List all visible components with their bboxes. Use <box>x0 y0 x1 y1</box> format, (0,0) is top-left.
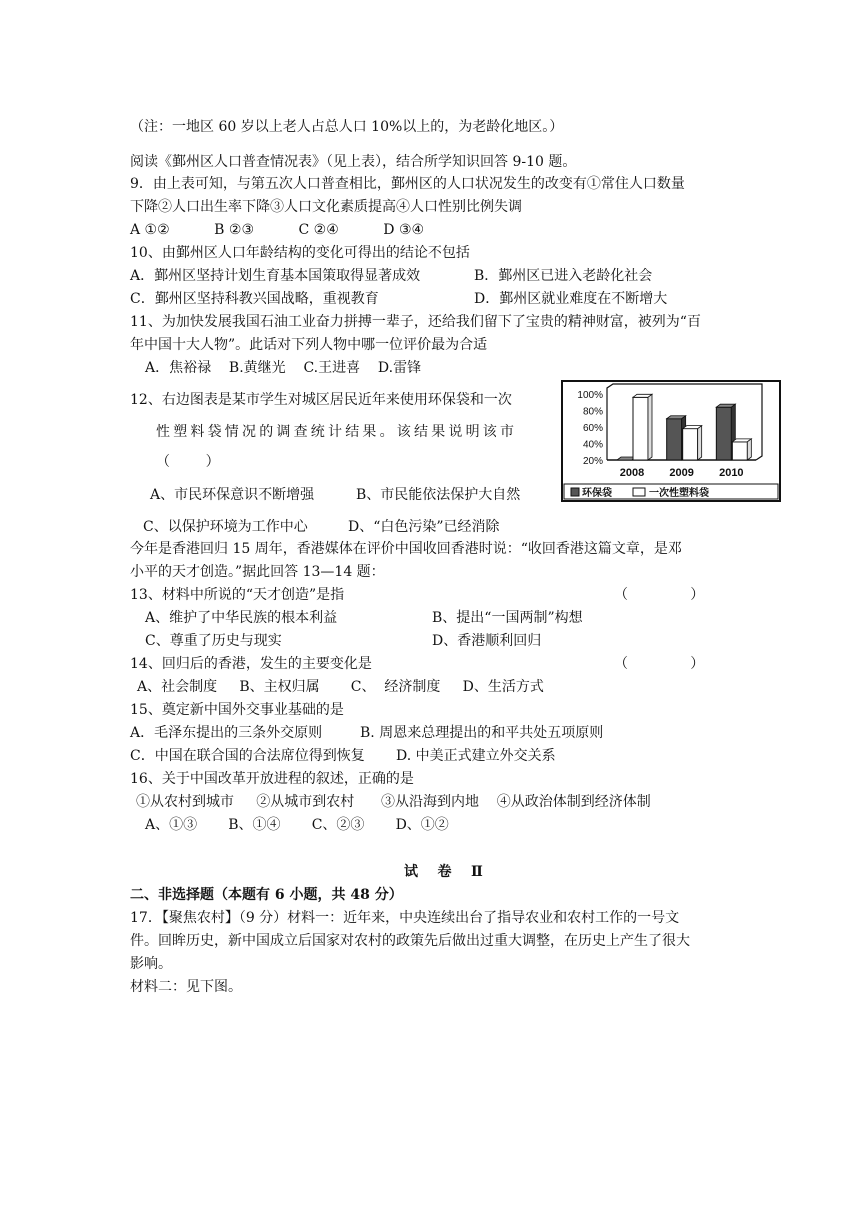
q16-items: ①从农村到城市 ②从城市到农村 ③从沿海到内地 ④从政治体制到经济体制 <box>136 794 651 810</box>
q11-line1: 11、为加快发展我国石油工业奋力拼搏一辈子，还给我们留下了宝贵的精神财富，被列为“百 <box>130 314 701 330</box>
q14-answer-paren: （ ） <box>614 656 705 672</box>
q13-answer-paren: （ ） <box>614 587 705 603</box>
x-tick-label: 2009 <box>669 467 694 479</box>
q17-line1: 17．【聚焦农村】（9 分）材料一：近年来，中央连续出台了指导农业和农村工作的一号文 <box>130 910 680 926</box>
q13-stem: 13、材料中所说的“天才创造”是指 <box>130 587 345 603</box>
q13-option-a: A、维护了中华民族的根本利益 <box>145 610 338 626</box>
y-tick-label: 40% <box>582 439 603 451</box>
q11-options: A．焦裕禄 B.黄继光 C.王进喜 D.雷锋 <box>145 360 422 376</box>
q12-line1: 12、右边图表是某市学生对城区居民近年来使用环保袋和一次 <box>130 392 512 408</box>
section2-title: 试 卷 Ⅱ <box>404 864 483 880</box>
q14-stem: 14、回归后的香港，发生的主要变化是 <box>130 656 372 672</box>
q12-line2: 性塑料袋情况的调查统计结果。该结果说明该市 <box>156 424 518 440</box>
section2-heading: 二、非选择题（本题有 6 小题，共 48 分） <box>130 887 403 903</box>
q15-option-b: B. 周恩来总理提出的和平共处五项原则 <box>360 725 604 741</box>
q13-option-b: B、提出“一国两制”构想 <box>432 610 583 626</box>
q9-line1: 9．由上表可知，与第五次人口普查相比，鄞州区的人口状况发生的改变有①常住人口数量 <box>130 176 685 192</box>
q16-stem: 16、关于中国改革开放进程的叙述，正确的是 <box>130 771 414 787</box>
q13-option-d: D、香港顺利回归 <box>432 633 542 649</box>
bar-eco-bag <box>667 419 682 460</box>
y-tick-label: 80% <box>582 406 603 418</box>
legend-swatch-eco-bag <box>571 488 579 496</box>
q15-option-a: A．毛泽东提出的三条外交原则 <box>130 725 323 741</box>
bar-plastic-bag <box>683 429 698 460</box>
bar-plastic-bag <box>633 397 648 460</box>
q12-option-c: C、以保护环境为工作中心 <box>143 519 308 535</box>
hk-intro-line2: 小平的天才创造。”据此回答 13—14 题： <box>130 564 385 580</box>
x-tick-label: 2008 <box>619 467 645 479</box>
q9-options: A ①② B ②③ C ②④ D ③④ <box>130 222 425 238</box>
q10-option-c: C．鄞州区坚持科教兴国战略，重视教育 <box>130 291 379 307</box>
q17-line4: 材料二：见下图。 <box>130 979 242 995</box>
bar-side <box>747 439 751 460</box>
bar-plastic-bag <box>732 442 747 460</box>
q15-option-c: C．中国在联合国的合法席位得到恢复 <box>130 748 365 764</box>
q10-option-b: B．鄞州区已进入老龄化社会 <box>474 268 653 284</box>
legend-label-plastic-bag: 一次性塑料袋 <box>649 488 709 499</box>
y-tick-label: 20% <box>582 456 603 467</box>
q15-stem: 15、奠定新中国外交事业基础的是 <box>130 702 344 718</box>
q10-stem: 10、由鄞州区人口年龄结构的变化可得出的结论不包括 <box>130 245 470 261</box>
q17-line3: 影响。 <box>130 956 172 972</box>
q12-option-d: D、“白色污染”已经消除 <box>348 519 500 535</box>
y-tick-label: 100% <box>577 390 603 401</box>
q17-line2: 件。回眸历史，新中国成立后国家对农村的政策先后做出过重大调整，在历史上产生了很大 <box>130 933 690 949</box>
q13-option-c: C、尊重了历史与现实 <box>145 633 282 649</box>
q12-option-b: B、市民能依法保护大自然 <box>356 487 521 503</box>
q12-option-a: A、市民环保意识不断增强 <box>150 487 315 503</box>
hk-intro-line1: 今年是香港回归 15 周年，香港媒体在评价中国收回香港时说：“收回香港这篇文章，是邓 <box>130 541 682 557</box>
bar-eco-bag <box>716 407 731 460</box>
q12-answer-paren: （ ） <box>156 454 220 470</box>
bag-usage-chart <box>561 380 781 502</box>
q11-line2: 年中国十大人物”。此话对下列人物中哪一位评价最为合适 <box>130 337 488 353</box>
note-line: （注：一地区 60 岁以上老人占总人口 10%以上的，为老龄化地区。） <box>130 119 564 135</box>
q9-line2: 下降②人口出生率下降③人口文化素质提高④人口性别比例失调 <box>130 199 522 215</box>
q10-option-a: A．鄞州区坚持计划生育基本国策取得显著成效 <box>130 268 421 284</box>
legend-swatch-plastic-bag <box>633 488 645 496</box>
bar-side <box>648 394 652 460</box>
q16-options: A、①③ B、①④ C、②③ D、①② <box>145 817 449 833</box>
bar-side <box>698 426 702 460</box>
q14-options: A、社会制度 B、主权归属 C、 经济制度 D、生活方式 <box>137 679 544 695</box>
y-tick-label: 60% <box>582 423 603 434</box>
read-instruction: 阅读《鄞州区人口普查情况表》（见上表），结合所学知识回答 9-10 题。 <box>130 154 577 170</box>
q15-option-d: D. 中美正式建立外交关系 <box>396 748 556 764</box>
legend-label-eco-bag: 环保袋 <box>582 488 612 499</box>
x-tick-label: 2010 <box>719 467 744 479</box>
q10-option-d: D．鄞州区就业难度在不断增大 <box>474 291 668 307</box>
